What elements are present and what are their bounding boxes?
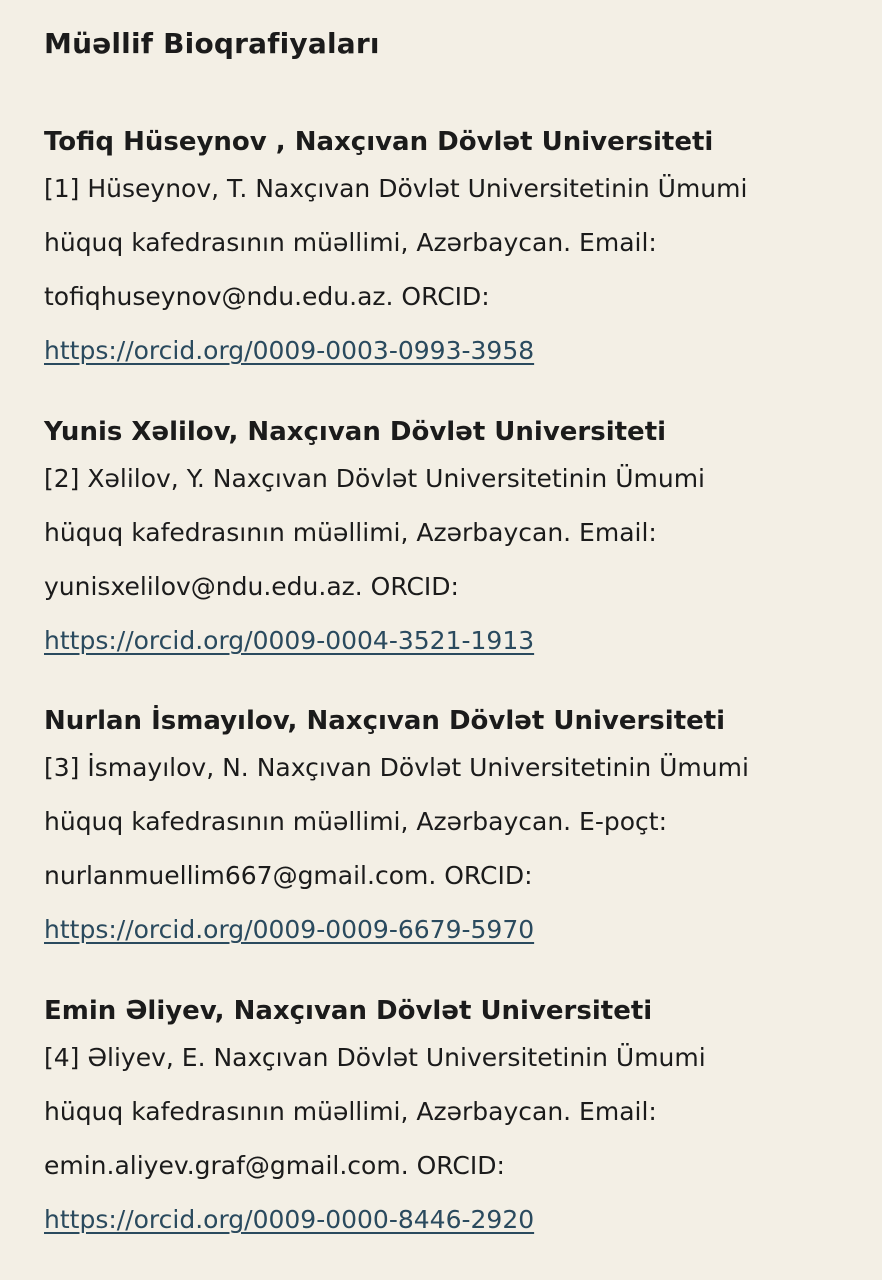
author-bio <box>44 452 844 668</box>
orcid-link[interactable]: https://orcid.org/0009-0009-6679-5970 <box>44 915 535 944</box>
bio-line: nurlanmuellim667@gmail.com. ORCID: <box>44 861 533 890</box>
orcid-line <box>44 1193 844 1247</box>
bio-line: [1] Hüseynov, T. Naxçıvan Dövlət Universitetinin Ümumi <box>44 174 748 203</box>
bio-line: [2] Xəlilov, Y. Naxçıvan Dövlət Universitetinin Ümumi <box>44 464 705 493</box>
author-bio <box>44 1031 844 1247</box>
bio-line: emin.aliyev.graf@gmail.com. ORCID: <box>44 1151 505 1180</box>
orcid-link[interactable]: https://orcid.org/0009-0004-3521-1913 <box>44 626 535 655</box>
bio-line: hüquq kafedrasının müəllimi, Azərbaycan. E-poçt: <box>44 807 668 836</box>
author-entry <box>44 701 844 957</box>
orcid-line <box>44 324 844 378</box>
author-name: Emin Əliyev, Naxçıvan Dövlət Universiteti <box>44 996 653 1026</box>
author-entry <box>44 122 844 378</box>
author-entry <box>44 991 844 1247</box>
orcid-link[interactable]: https://orcid.org/0009-0003-0993-3958 <box>44 336 535 365</box>
bio-line: [4] Əliyev, E. Naxçıvan Dövlət Universitetinin Ümumi <box>44 1043 706 1072</box>
section-title: Müəllif Bioqrafiyaları <box>44 27 380 60</box>
author-name: Nurlan İsmayılov, Naxçıvan Dövlət Universiteti <box>44 706 726 736</box>
author-bio <box>44 741 844 957</box>
author-bio <box>44 162 844 378</box>
bio-line: hüquq kafedrasının müəllimi, Azərbaycan. Email: <box>44 518 657 547</box>
bio-line: [3] İsmayılov, N. Naxçıvan Dövlət Universitetinin Ümumi <box>44 753 749 782</box>
author-entry <box>44 412 844 668</box>
bio-line: tofiqhuseynov@ndu.edu.az. ORCID: <box>44 282 490 311</box>
orcid-link[interactable]: https://orcid.org/0009-0000-8446-2920 <box>44 1205 535 1234</box>
bio-line: hüquq kafedrasının müəllimi, Azərbaycan. Email: <box>44 1097 657 1126</box>
bio-line: yunisxelilov@ndu.edu.az. ORCID: <box>44 572 459 601</box>
orcid-line <box>44 614 844 668</box>
author-name: Yunis Xəlilov, Naxçıvan Dövlət Universiteti <box>44 417 667 447</box>
orcid-line <box>44 903 844 957</box>
bio-line: hüquq kafedrasının müəllimi, Azərbaycan. Email: <box>44 228 657 257</box>
author-name: Tofiq Hüseynov , Naxçıvan Dövlət Universiteti <box>44 127 714 157</box>
